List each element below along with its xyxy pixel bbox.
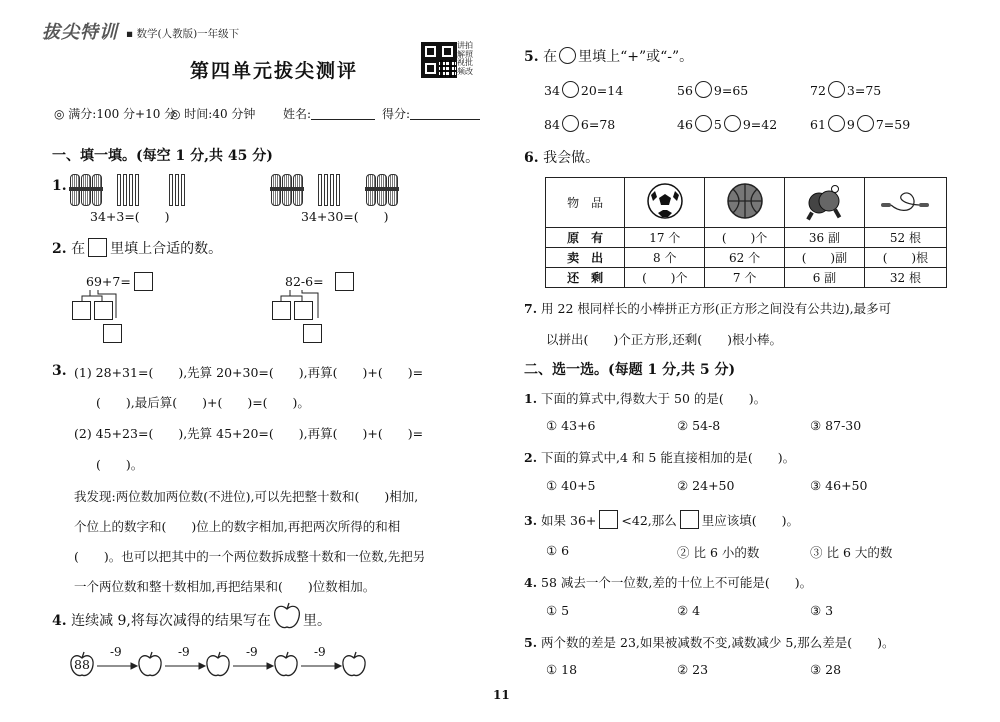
apple-answer-2[interactable] [207, 652, 229, 676]
op-circle[interactable] [828, 81, 845, 98]
qr-code[interactable] [421, 42, 457, 78]
q2-sum-box[interactable] [103, 324, 122, 343]
q2-split-box-b[interactable] [94, 301, 113, 320]
s2-q5-opt-1[interactable]: ① 18 [546, 662, 578, 677]
op-circle[interactable] [828, 115, 845, 132]
cell: 7 个 [705, 268, 785, 288]
s2-q4-opt-3[interactable]: ③ 3 [810, 603, 834, 618]
q4-prompt-tail: 里。 [303, 613, 331, 629]
section1-heading: 一、填一填。(每空 1 分,共 45 分) [52, 148, 273, 164]
op-circle[interactable] [562, 81, 579, 98]
cell: 62 个 [705, 248, 785, 268]
cell[interactable]: ( )副 [785, 248, 865, 268]
q3-line-4: ( )。 [96, 457, 144, 472]
cell: 17 个 [625, 228, 705, 248]
r-q5-prompt: 5. 在 里填上“+”或“-”。 [524, 49, 694, 65]
s2-q5-opt-2[interactable]: ② 23 [677, 662, 709, 677]
q3-line-1: (1) 28+31=( ),先算 20+30=( ),再算( )+( )= [74, 365, 424, 380]
row-label-original: 原 有 [546, 228, 625, 248]
apple-answer-4[interactable] [343, 652, 365, 676]
goods-header: 物 品 [546, 178, 625, 228]
cell: 36 副 [785, 228, 865, 248]
s2-q2-opt-3[interactable]: ③ 46+50 [810, 478, 868, 493]
page-number: 11 [493, 688, 510, 702]
q4-step-1: -9 [110, 645, 122, 659]
book-subtitle: ▪ 数学(人教版)一年级下 [126, 28, 240, 40]
s2-q4: 4. 58 减去一个一位数,差的十位上不可能是( )。 [524, 575, 813, 590]
q2-expression-1: 69+7= [86, 274, 131, 289]
table-tennis-cell [785, 178, 865, 228]
s2-q3-opt-2[interactable]: ② 比 6 小的数 [677, 545, 760, 560]
cell[interactable]: ( )个 [705, 228, 785, 248]
q2-answer-box-1[interactable] [134, 272, 153, 291]
s2-q4-opt-1[interactable]: ① 5 [546, 603, 570, 618]
op-circle[interactable] [562, 115, 579, 132]
qr-caption: 讲拍 解照 视批 频改 [457, 41, 473, 76]
brand-logo: 拔尖特训 [42, 22, 118, 43]
r-q5-item-1: 34 20=14 [544, 83, 624, 98]
full-score: ◎ 满分:100 分+10 分 [54, 107, 177, 121]
cell: 32 根 [864, 268, 946, 288]
q2-split-box-a[interactable] [72, 301, 91, 320]
s2-q1: 1. 下面的算式中,得数大于 50 的是( )。 [524, 391, 767, 406]
cell: 6 副 [785, 268, 865, 288]
basketball-icon [725, 181, 765, 221]
row-label-sold: 卖 出 [546, 248, 625, 268]
apple-icon [272, 601, 302, 631]
jump-rope-icon [879, 186, 931, 216]
q2-split-box-d[interactable] [294, 301, 313, 320]
q3-line-2: ( ),最后算( )+( )=( )。 [96, 395, 310, 410]
section2-heading: 二、选一选。(每题 1 分,共 5 分) [524, 362, 736, 378]
s2-q3-opt-3[interactable]: ③ 比 6 大的数 [810, 545, 893, 560]
name-field[interactable]: 姓名: [283, 105, 375, 122]
cell[interactable]: ( )个 [625, 268, 705, 288]
q4-step-3: -9 [246, 645, 258, 659]
bundles-right-illustration [271, 174, 399, 210]
s2-q5-opt-3[interactable]: ③ 28 [810, 662, 842, 677]
q1-right-expression: 34+30=( ) [301, 209, 389, 224]
jump-rope-cell [864, 178, 946, 228]
q4-start-value: 88 [74, 657, 90, 672]
q2-split-box-c[interactable] [272, 301, 291, 320]
bundles-left-illustration [70, 174, 187, 210]
r-q7-line-2: 以拼出( )个正方形,还剩( )根小棒。 [546, 332, 782, 347]
table-tennis-icon [804, 181, 844, 221]
s2-q3-opt-1[interactable]: ① 6 [546, 543, 570, 558]
q4-step-2: -9 [178, 645, 190, 659]
score-field[interactable]: 得分: [382, 105, 480, 122]
cell[interactable]: ( )根 [864, 248, 946, 268]
q2-expression-2: 82-6= [285, 274, 324, 289]
basketball-cell [705, 178, 785, 228]
q4-step-4: -9 [314, 645, 326, 659]
s2-q1-opt-3[interactable]: ③ 87-30 [810, 418, 862, 433]
s2-q3: 3. 如果 36+ <42,那么 里应该填( )。 [524, 510, 799, 529]
soccer-ball-icon [645, 181, 685, 221]
op-circle[interactable] [724, 115, 741, 132]
q1-number: 1. [52, 178, 67, 194]
s2-q5: 5. 两个数的差是 23,如果被减数不变,减数减少 5,那么差是( )。 [524, 635, 895, 650]
q2-prompt: 2. 在 里填上合适的数。 [52, 238, 222, 258]
s2-q1-opt-2[interactable]: ② 54-8 [677, 418, 721, 433]
op-circle[interactable] [695, 81, 712, 98]
r-q5-item-2: 56 9=65 [677, 83, 749, 98]
s2-q1-opt-1[interactable]: ① 43+6 [546, 418, 596, 433]
r-q5-item-4: 84 6=78 [544, 117, 616, 132]
r-q7-line-1: 7. 用 22 根同样长的小棒拼正方形(正方形之间没有公共边),最多可 [524, 301, 892, 316]
r-q5-item-5: 46 5 9=42 [677, 117, 778, 132]
q4-prompt: 4. 连续减 9,将每次减得的结果写在 [52, 613, 271, 629]
goods-table [545, 177, 947, 288]
apple-answer-3[interactable] [275, 652, 297, 676]
q3-finding-3: ( )。也可以把其中的一个两位数拆成整十数和一位数,先把另 [74, 549, 426, 564]
apple-answer-1[interactable] [139, 652, 161, 676]
row-label-remaining: 还 剩 [546, 268, 625, 288]
r-q5-item-6: 61 9 7=59 [810, 117, 911, 132]
q3-finding-4: 一个两位数和整十数相加,再把结果和( )位数相加。 [74, 579, 376, 594]
op-circle[interactable] [857, 115, 874, 132]
r-q6-prompt: 6. 我会做。 [524, 150, 600, 166]
q3-finding-2: 个位上的数字和( )位上的数字相加,再把两次所得的和相 [74, 519, 401, 534]
q1-left-expression: 34+3=( ) [90, 209, 170, 224]
s2-q4-opt-2[interactable]: ② 4 [677, 603, 701, 618]
cell: 8 个 [625, 248, 705, 268]
s2-q2-opt-2[interactable]: ② 24+50 [677, 478, 735, 493]
cell: 52 根 [864, 228, 946, 248]
q2-difference-box[interactable] [303, 324, 322, 343]
q3-finding-1: 我发现:两位数加两位数(不进位),可以先把整十数和( )相加, [74, 489, 419, 504]
s2-q2-opt-1[interactable]: ① 40+5 [546, 478, 596, 493]
q2-answer-box-2[interactable] [335, 272, 354, 291]
s2-q2: 2. 下面的算式中,4 和 5 能直接相加的是( )。 [524, 450, 796, 465]
q3-line-3: (2) 45+23=( ),先算 45+20=( ),再算( )+( )= [74, 426, 424, 441]
r-q5-item-3: 72 3=75 [810, 83, 882, 98]
page-title: 第四单元拔尖测评 [190, 60, 359, 82]
soccer-ball-cell [625, 178, 705, 228]
q3-number: 3. [52, 363, 67, 379]
op-circle[interactable] [695, 115, 712, 132]
time-limit: ◎ 时间:40 分钟 [170, 107, 256, 121]
